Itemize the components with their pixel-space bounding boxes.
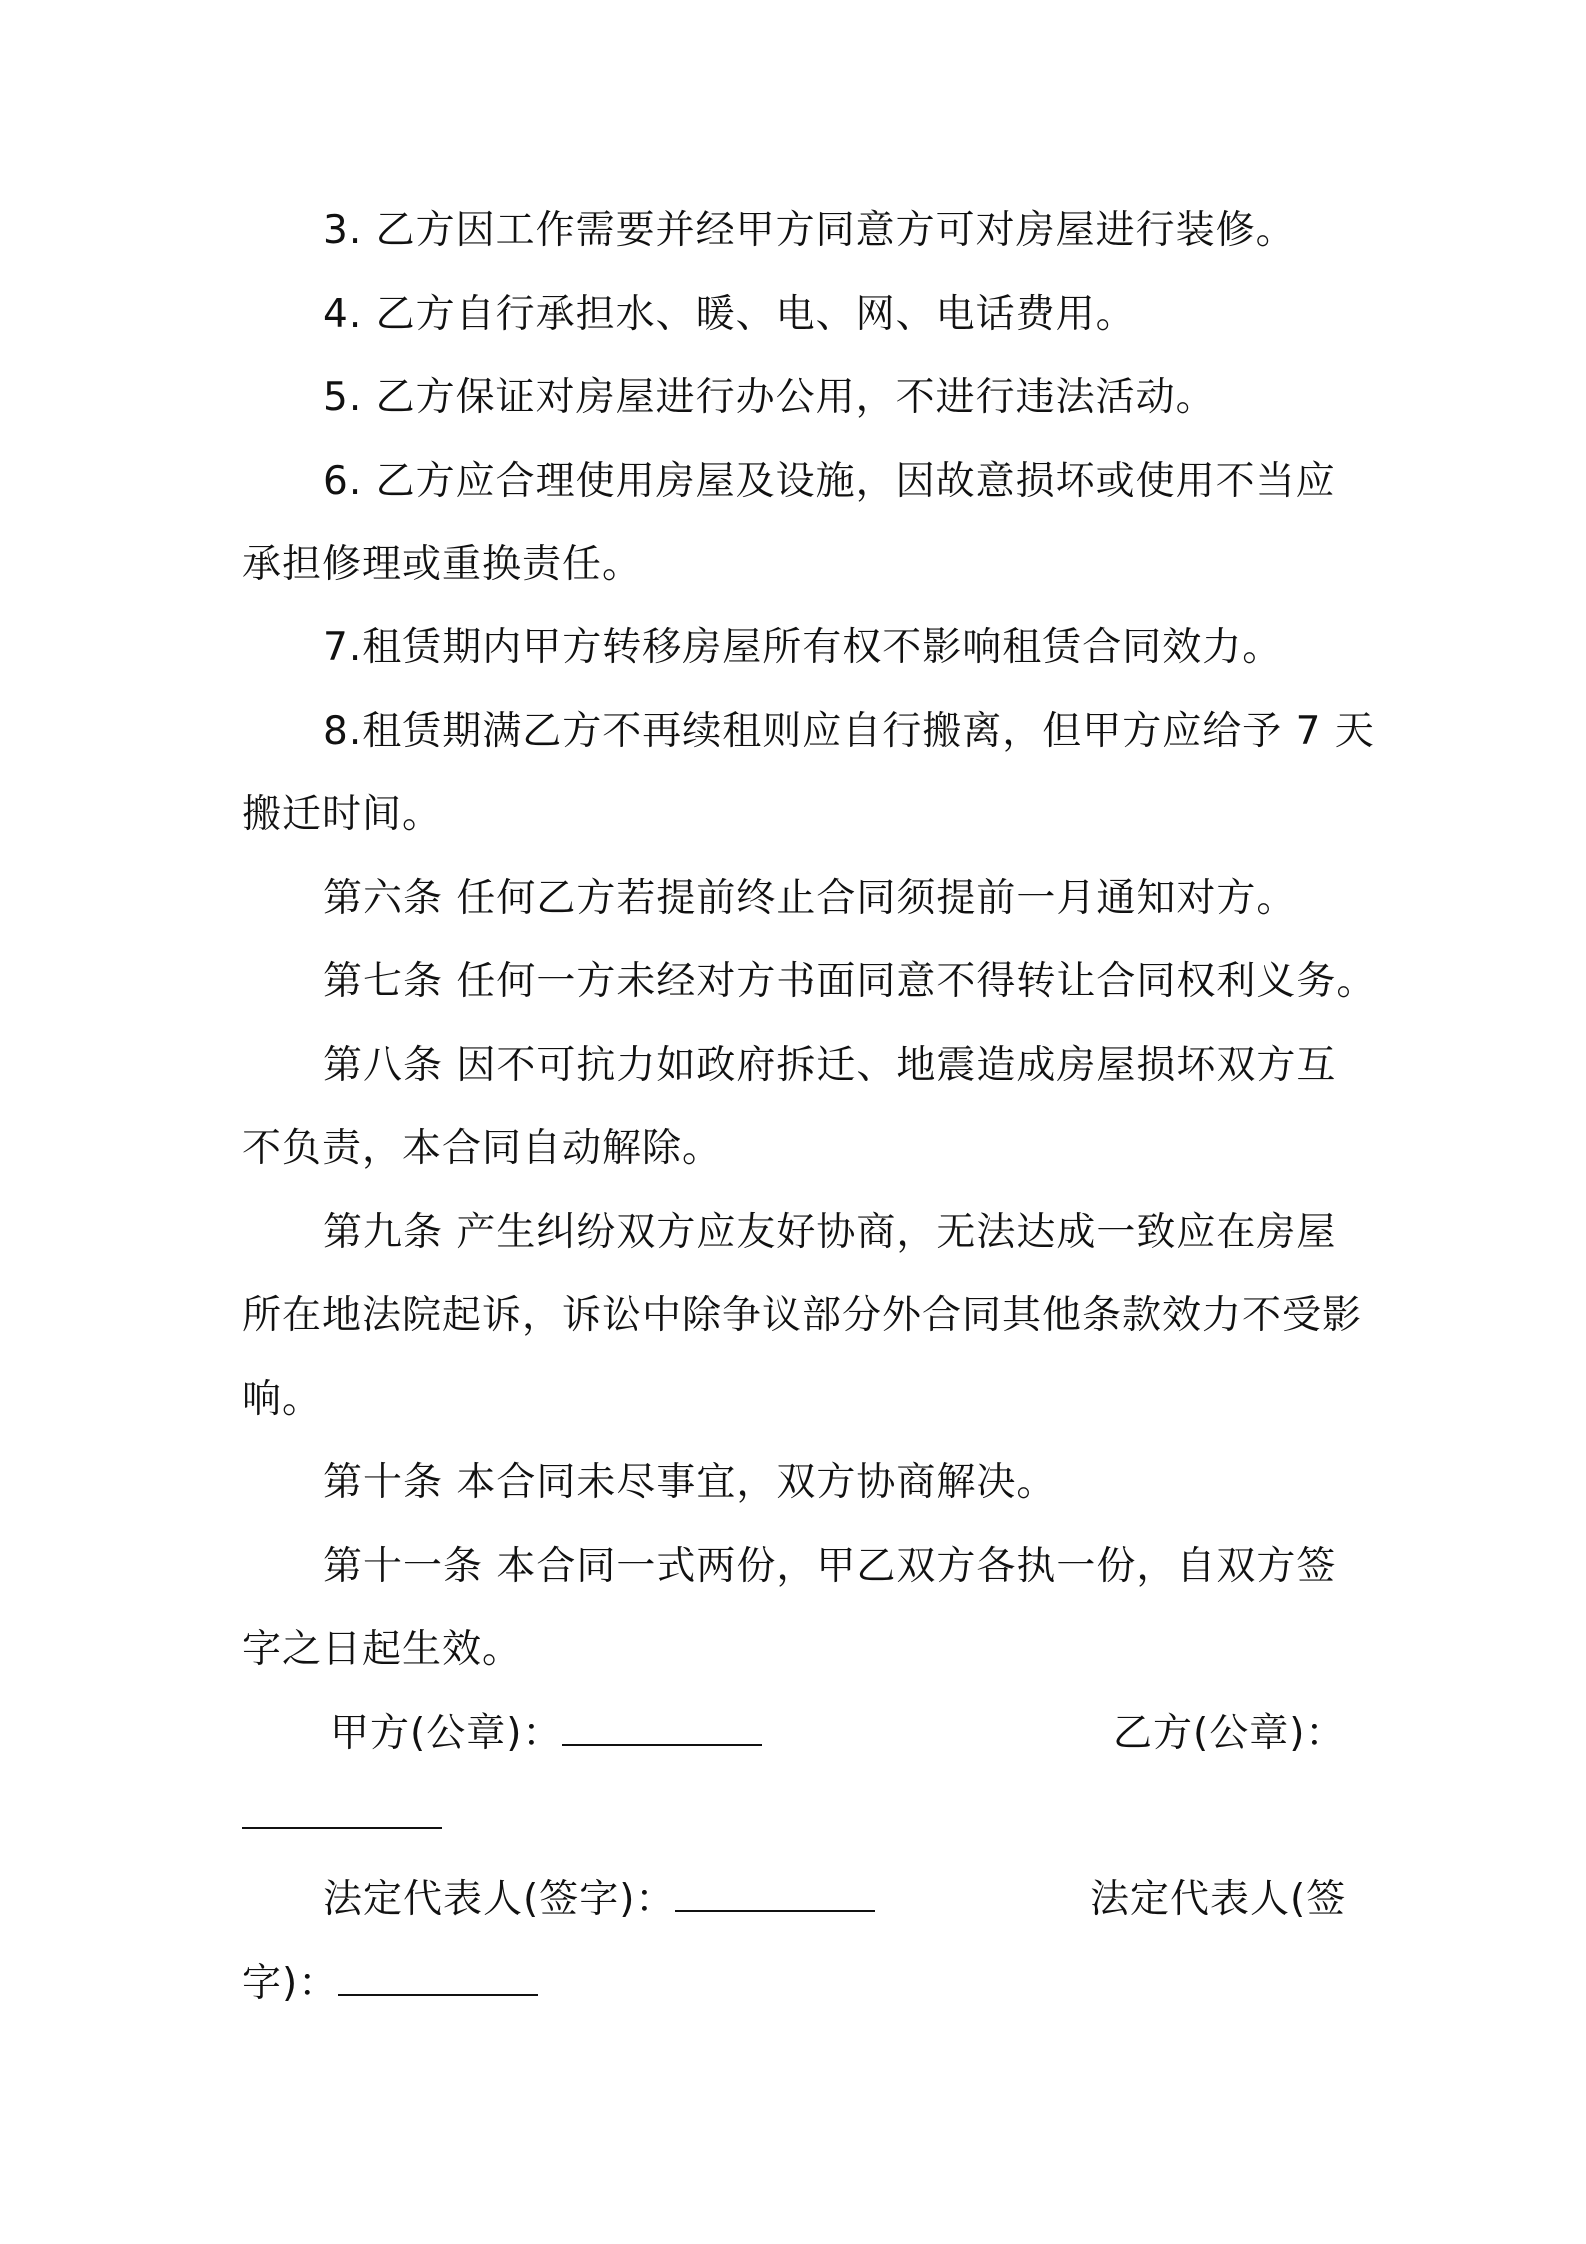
article-9: 第九条 产生纠纷双方应友好协商，无法达成一致应在房屋 [323, 1210, 1337, 1255]
clause-line-3: 3. 乙方因工作需要并经甲方同意方可对房屋进行装修。 [323, 208, 1296, 253]
rep-a-row [323, 1876, 875, 1924]
article-11-cont: 字之日起生效。 [242, 1627, 523, 1672]
clause-line-7: 7.租赁期内甲方转移房屋所有权不影响租赁合同效力。 [323, 625, 1283, 670]
article-10: 第十条 本合同未尽事宜，双方协商解决。 [323, 1460, 1057, 1505]
party-b-seal-blank[interactable] [242, 1793, 442, 1829]
clause-line-8-cont: 搬迁时间。 [242, 792, 443, 837]
article-8: 第八条 因不可抗力如政府拆迁、地震造成房屋损坏双方互 [323, 1043, 1337, 1088]
rep-b-row [242, 1960, 538, 2008]
party-a-seal-label: 甲方(公章)： [330, 1711, 563, 1756]
article-11: 第十一条 本合同一式两份，甲乙双方各执一份，自双方签 [323, 1544, 1337, 1589]
clause-line-8: 8.租赁期满乙方不再续租则应自行搬离，但甲方应给予 7 天 [323, 709, 1375, 754]
rep-b-label-part2: 字)： [242, 1961, 339, 2006]
clause-line-6-cont: 承担修理或重换责任。 [242, 542, 643, 587]
rep-b-label-part1: 法定代表人(签 [1090, 1877, 1347, 1922]
article-8-cont: 不负责，本合同自动解除。 [242, 1126, 723, 1171]
rep-a-blank[interactable] [675, 1876, 875, 1912]
clause-line-5: 5. 乙方保证对房屋进行办公用，不进行违法活动。 [323, 375, 1216, 420]
clause-line-6: 6. 乙方应合理使用房屋及设施，因故意损坏或使用不当应 [323, 459, 1336, 504]
article-6: 第六条 任何乙方若提前终止合同须提前一月通知对方。 [323, 876, 1297, 921]
article-9-cont: 所在地法院起诉，诉讼中除争议部分外合同其他条款效力不受影 [242, 1293, 1363, 1338]
rep-a-label: 法定代表人(签字)： [323, 1877, 676, 1922]
article-7: 第七条 任何一方未经对方书面同意不得转让合同权利义务。 [323, 959, 1377, 1004]
rep-b-blank[interactable] [338, 1960, 538, 1996]
party-b-seal-row [242, 1793, 442, 1841]
party-a-seal-blank[interactable] [562, 1710, 762, 1746]
article-9-cont-2: 响。 [242, 1377, 323, 1422]
party-b-seal-label: 乙方(公章)： [1113, 1711, 1346, 1756]
party-a-seal-row [330, 1710, 762, 1758]
clause-line-4: 4. 乙方自行承担水、暖、电、网、电话费用。 [323, 292, 1136, 337]
